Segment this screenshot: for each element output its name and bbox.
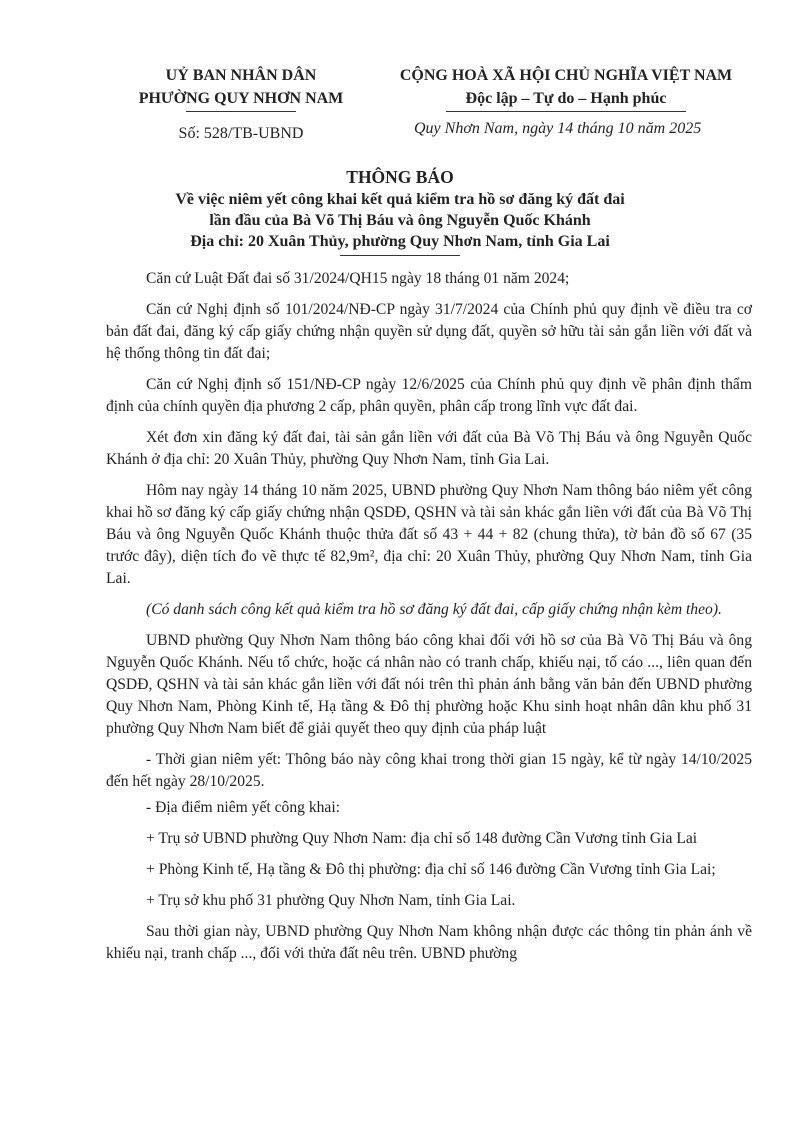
post-period-paragraph: Sau thời gian này, UBND phường Quy Nhơn Nam không nhận được các thông tin phản ánh về khiếu nại, tranh chấp ..., đối với thửa đất nêu trên. UBND phường — [106, 923, 752, 962]
legal-basis-decree-151: Căn cứ Nghị định số 151/NĐ-CP ngày 12/6/2025 của Chính phủ quy định về phân định thẩm định của chính quyền địa phương 2 cấp, phân quyền, phân cấp trong lĩnh vực đất đai. — [106, 376, 752, 415]
posting-location-ubnd: + Trụ sở UBND phường Quy Nhơn Nam: địa chỉ số 148 đường Cần Vương tỉnh Gia Lai — [146, 830, 698, 847]
notice-address-line: Địa chỉ: 20 Xuân Thủy, phường Quy Nhơn Nam, tỉnh Gia Lai — [190, 233, 610, 250]
posting-location-economic-dept: + Phòng Kinh tế, Hạ tầng & Đô thị phường: địa chỉ số 146 đường Cần Vương tỉnh Gia Lai; — [146, 861, 716, 878]
authority-divider — [186, 111, 296, 112]
motto-divider — [446, 111, 686, 112]
issue-date: Quy Nhơn Nam, ngày 14 tháng 10 năm 2025 — [414, 120, 702, 137]
issuing-authority-block — [96, 64, 386, 145]
notice-body — [106, 268, 752, 974]
dispute-instructions: UBND phường Quy Nhơn Nam thông báo công khai đối với hồ sơ của Bà Võ Thị Báu và ông Nguyễn Quốc Khánh. Nếu tổ chức, hoặc cá nhân nào có tranh chấp, khiếu nại, tố cáo ..., liên quan đến QSDĐ, QSHN và tài sản khác gắn liền với đất nói trên thì phản ánh bằng văn bản đến UBND phường Quy Nhơn Nam, Phòng Kinh tế, Hạ tầng & Đô thị phường hoặc Khu sinh hoạt nhân dân khu phố 31 phường Quy Nhơn Nam biết để giải quyết theo quy định của pháp luật — [106, 632, 752, 737]
attachment-note: (Có danh sách công kết quả kiểm tra hồ sơ đăng ký đất đai, cấp giấy chứng nhận kèm theo). — [146, 601, 722, 618]
legal-basis-land-law: Căn cứ Luật Đất đai số 31/2024/QH15 ngày 18 tháng 01 năm 2024; — [146, 270, 570, 287]
notice-title: THÔNG BÁO — [346, 167, 454, 187]
national-motto-block — [386, 64, 746, 112]
posting-location-quarter-31: + Trụ sở khu phố 31 phường Quy Nhơn Nam, tỉnh Gia Lai. — [146, 892, 516, 909]
authority-name-line2: PHƯỜNG QUY NHƠN NAM — [138, 90, 344, 107]
national-motto: Độc lập – Tự do – Hạnh phúc — [465, 90, 667, 107]
title-divider — [340, 255, 460, 256]
notice-title-block — [40, 165, 760, 256]
document-number: Số: 528/TB-UBND — [178, 125, 304, 142]
legal-basis-decree-101: Căn cứ Nghị định số 101/2024/NĐ-CP ngày 31/7/2024 của Chính phủ quy định về điều tra cơ bản đất đai, đăng ký cấp giấy chứng nhận quyền sử dụng đất, quyền sở hữu tài sản gắn liền với đất và hệ thống thông tin đất đai; — [106, 301, 752, 362]
notice-subject-line1: Về việc niêm yết công khai kết quả kiểm tra hồ sơ đăng ký đất đai — [175, 191, 625, 208]
notice-subject-line2: lần đầu của Bà Võ Thị Báu và ông Nguyễn Quốc Khánh — [209, 212, 591, 229]
posting-period: - Thời gian niêm yết: Thông báo này công khai trong thời gian 15 ngày, kể từ ngày 14/10/2025 đến hết ngày 28/10/2025. — [106, 751, 752, 790]
posting-locations-heading: - Địa điểm niêm yết công khai: — [146, 799, 341, 816]
announcement-paragraph: Hôm nay ngày 14 tháng 10 năm 2025, UBND phường Quy Nhơn Nam thông báo niêm yết công khai hồ sơ đăng ký cấp giấy chứng nhận QSDĐ, QSHN và tài sản khác gắn liền với đất của Bà Võ Thị Báu và ông Nguyễn Quốc Khánh thuộc thửa đất số 43 + 44 + 82 (chung thửa), tờ bản đồ số 67 (35 trước đây), diện tích đo vẽ thực tế 82,9m², địa chỉ: 20 Xuân Thủy, phường Quy Nhơn Nam, tỉnh Gia Lai. — [106, 482, 752, 587]
application-consideration: Xét đơn xin đăng ký đất đai, tài sản gắn liền với đất của Bà Võ Thị Báu và ông Nguyễn Quốc Khánh ở địa chỉ: 20 Xuân Thủy, phường Quy Nhơn Nam, tỉnh Gia Lai. — [106, 429, 752, 468]
national-title: CỘNG HOÀ XÃ HỘI CHỦ NGHĨA VIỆT NAM — [399, 67, 733, 84]
authority-name-line1: UỶ BAN NHÂN DÂN — [165, 67, 317, 84]
